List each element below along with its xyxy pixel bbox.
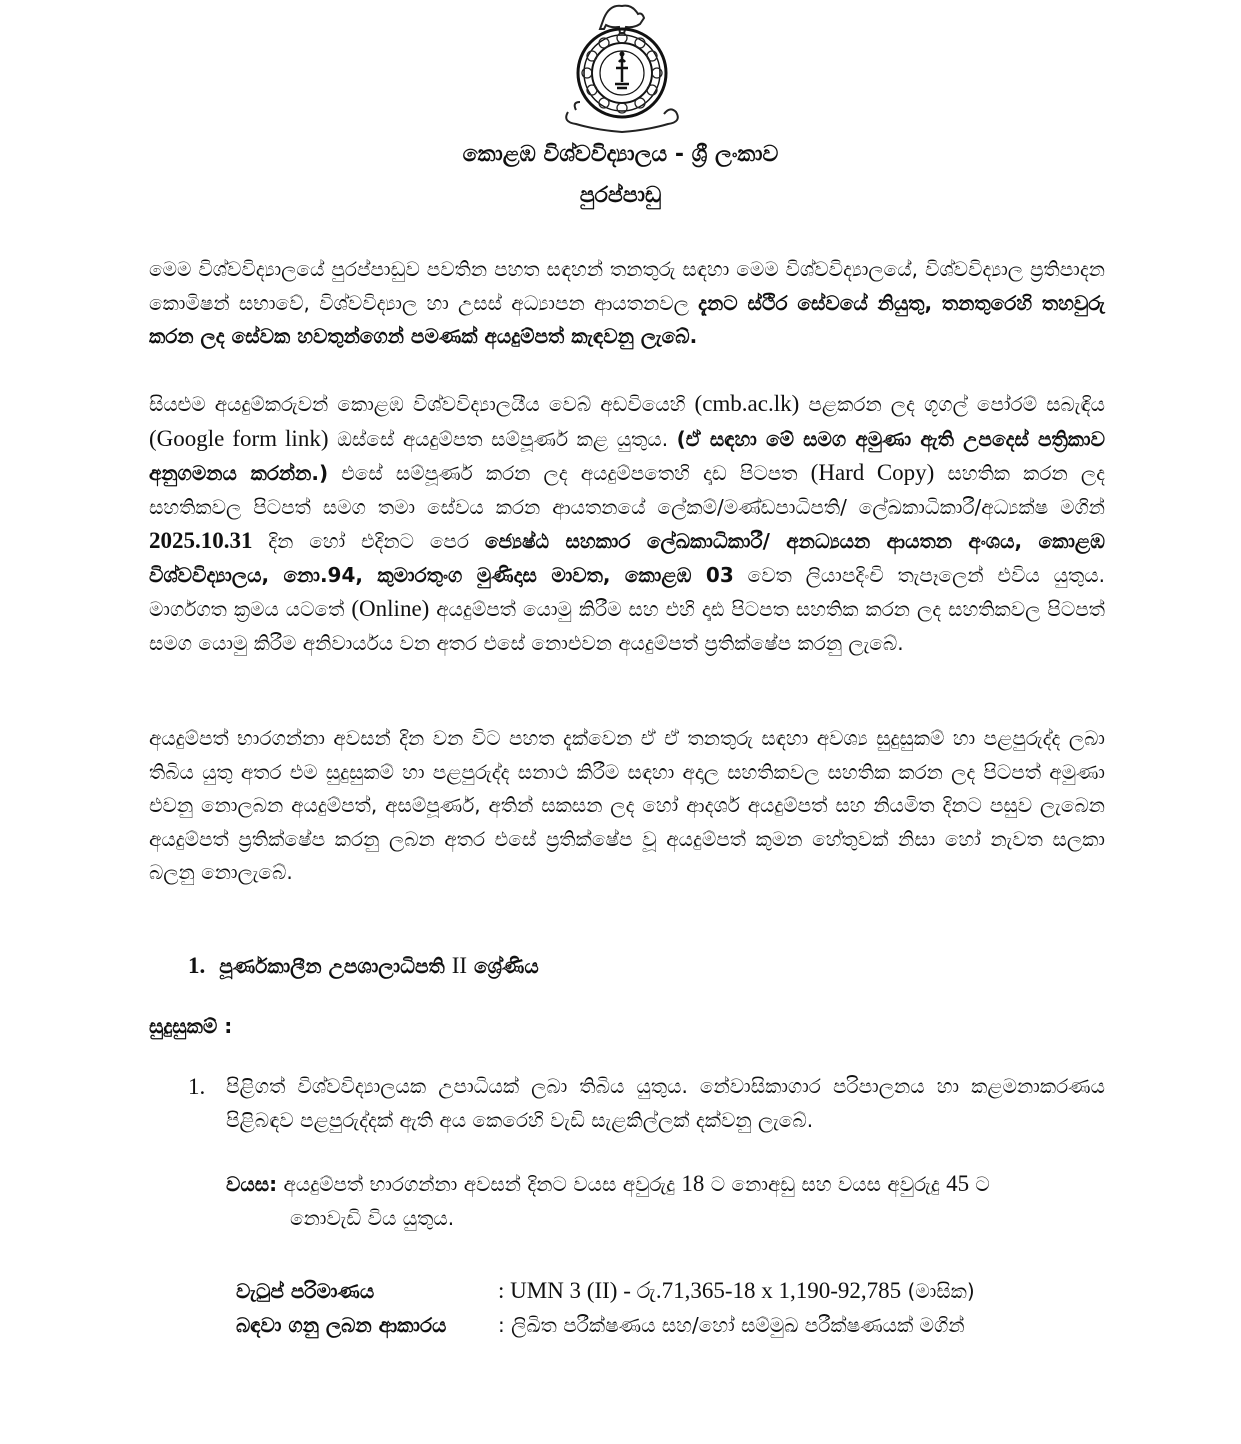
- qualification-item: [188, 1070, 1105, 1137]
- instructions-text: සහතික කරන ලද සහතිකවල පිටපත් සමග තමා සේවය කරන ආයතනයේ ලේකම්/මණ්ඩපාධිපති/ ලේඛකාධිකාරී/අධ්‍යක්ෂ මගින්: [149, 461, 1105, 519]
- age-label: වයස:: [226, 1172, 278, 1196]
- position-title: පූර්ණකාලීන උපශාලාධිපති: [219, 954, 445, 978]
- intro-bold-text: දැනට ස්ථිර සේවයේ නියුතු, තනතුරෙහි තහවුරු කරන ලද සේවක හවතුන්ගෙන් පමණක් අයදුම්පත් කැඳවනු ලැබේ.: [149, 290, 1105, 348]
- salary-scale-label: වැටුප් පරිමාණය: [236, 1279, 375, 1303]
- position-grade-word: ශ්‍රේණිය: [474, 954, 539, 978]
- instructions-text: එසේ සම්පූර්ණ කරන ලද අයදුම්පතෙහි දෘඩ පිටපත: [328, 461, 811, 485]
- age-max: 45: [946, 1171, 970, 1196]
- application-instructions-paragraph: [149, 387, 1105, 660]
- age-min: 18: [681, 1171, 705, 1196]
- google-form-link[interactable]: (Google form link): [149, 425, 329, 451]
- postal-address: ජ්‍යෙෂ්ඨ සහකාර ලේඛකාධිකාරී/ අනධ්‍යයන ආයතන අංශය, කොළඹ විශ්වවිද්‍යාලය, නො.94, කුමාරතුංග මුණිදාස මාවත, කොළඹ 03: [149, 529, 1105, 587]
- instructions-text: ඔස්සේ අයදුම්පත සම්පූර්ණ කළ යුතුය.: [328, 426, 677, 451]
- salary-scale-amount: : UMN 3 (II) - රු.71,365-18 x 1,190-92,785: [498, 1278, 902, 1303]
- website-link[interactable]: (cmb.ac.lk): [694, 391, 800, 416]
- position-number: 1.: [188, 953, 206, 978]
- deadline-date: 2025.10.31: [149, 528, 253, 553]
- document-title: කොළඹ විශ්වවිද්‍යාලය - ශ්‍රී ලංකාව: [462, 142, 779, 167]
- instructions-text: දින හෝ එදිනට පෙර: [252, 529, 485, 553]
- salary-period: (මාසික): [901, 1279, 975, 1303]
- selection-method-label: බඳවා ගනු ලබන ආකාරය: [236, 1313, 447, 1337]
- position-grade: II: [451, 953, 468, 978]
- instructions-bold-note: (ඒ සඳහා මේ සමග අමුණා ඇති උපදෙස් පත්‍රිකාව අනුගමනය කරන්න.): [149, 426, 1105, 485]
- selection-method-row: [236, 1313, 965, 1337]
- age-text: අයදුම්පත් භාරගන්නා අවසන් දිනට වයස අවුරුදු: [277, 1172, 682, 1196]
- university-crest-icon: [560, 0, 684, 134]
- selection-method-value: : ලිඛිත පරීක්ෂණය සහ/හෝ සම්මුඛ පරීක්ෂණයක් මගින්: [498, 1313, 965, 1337]
- instructions-text: සියළුම අයදුම්කරුවන් කොළඹ විශ්වවිද්‍යාලයීය වෙබ් අඩවියෙහි: [149, 392, 695, 416]
- salary-scale-value: [498, 1279, 975, 1303]
- qualification-number: 1.: [188, 1074, 206, 1099]
- hard-copy-text: (Hard Copy): [810, 460, 935, 485]
- online-text: (Online): [351, 596, 430, 621]
- rejection-conditions-paragraph: අයදුම්පත් භාරගන්නා අවසන් දින වන විට පහත දැක්වෙන ඒ ඒ තනතුරු සඳහා අවශ්‍ය සුදුසුකම් හා පළපුරුද්ද ලබා තිබිය යුතු අතර එම සුදුසුකම් හා පළපුරුද්ද සනාථ කිරීම සඳහා අදාල සහතිකවල සහතික කරන ලද පිටපත් අමුණා එවනු නොලබන අයදුම්පත්, අසම්පූර්ණ, අතින් සකසන ලද හෝ ආදර්ශ අයදුම්පත් සහ නියමිත දිනට පසුව ලැබෙන අයදුම්පත් ප්‍රතික්ෂේප කරනු ලබන අතර එසේ ප්‍රතික්ෂේප වූ අයදුම්පත් කුමන හේතුවක් නිසා හෝ නැවත සලකා බලනු නොලැබේ.: [149, 726, 1105, 884]
- qualifications-label: සුදුසුකම් :: [149, 1014, 233, 1038]
- age-text-continued: නොවැඩි විය යුතුය.: [290, 1206, 455, 1230]
- qualification-text: පිළිගත් විශ්වවිද්‍යාලයක උපාධියක් ලබා තිබිය යුතුය. නේවාසිකාගාර පරිපාලනය හා කළමනාකරණය පිළිබඳව පළපුරුද්දක් ඇති අය කෙරෙහි වැඩි සැළකිල්ලක් දක්වනු ලැබේ.: [226, 1074, 1105, 1132]
- document-subtitle: පුරප්පාඩු: [579, 183, 662, 208]
- salary-scale-row: [236, 1278, 975, 1304]
- position-heading: [188, 953, 539, 979]
- intro-paragraph: [149, 253, 1105, 354]
- age-requirement: [226, 1167, 1106, 1235]
- age-text: ට නොඅඩු සහ වයස අවුරුදු: [704, 1172, 947, 1196]
- instructions-text: අයදුම්පත් යොමු කිරීම සහ එහි දෘඪ පිටපත සහතික කරන ලද සහතිකවල පිටපත් සමග යොමු කිරීම අනිවාර්යය වන අතර එසේ නොඑවන අයදුම්පත් ප්‍රතික්ෂේප කරනු ලැබේ.: [149, 597, 1105, 655]
- age-text: ට: [969, 1172, 990, 1196]
- instructions-text: පළකරන ලද ගූගල් පෝරම් සබැඳිය: [799, 392, 1105, 416]
- instructions-text: වෙත ලියාපදිංචි තැපෑලෙන් එවිය යුතුය. මාර්ගගත ක්‍රමය යටතේ: [149, 562, 1105, 621]
- intro-text: මෙම විශ්වවිද්‍යාලයේ පුරප්පාඩුව පවතින පහත සඳහන් තනතුරු සඳහා මෙම විශ්වවිද්‍යාලයේ, විශ්වවිද්‍යාල ප්‍රතිපාදන කොමිෂන් සභාවේ, විශ්වවිද්‍යාල හා උසස් අධ්‍යාපන ආයතනවල: [149, 257, 1105, 315]
